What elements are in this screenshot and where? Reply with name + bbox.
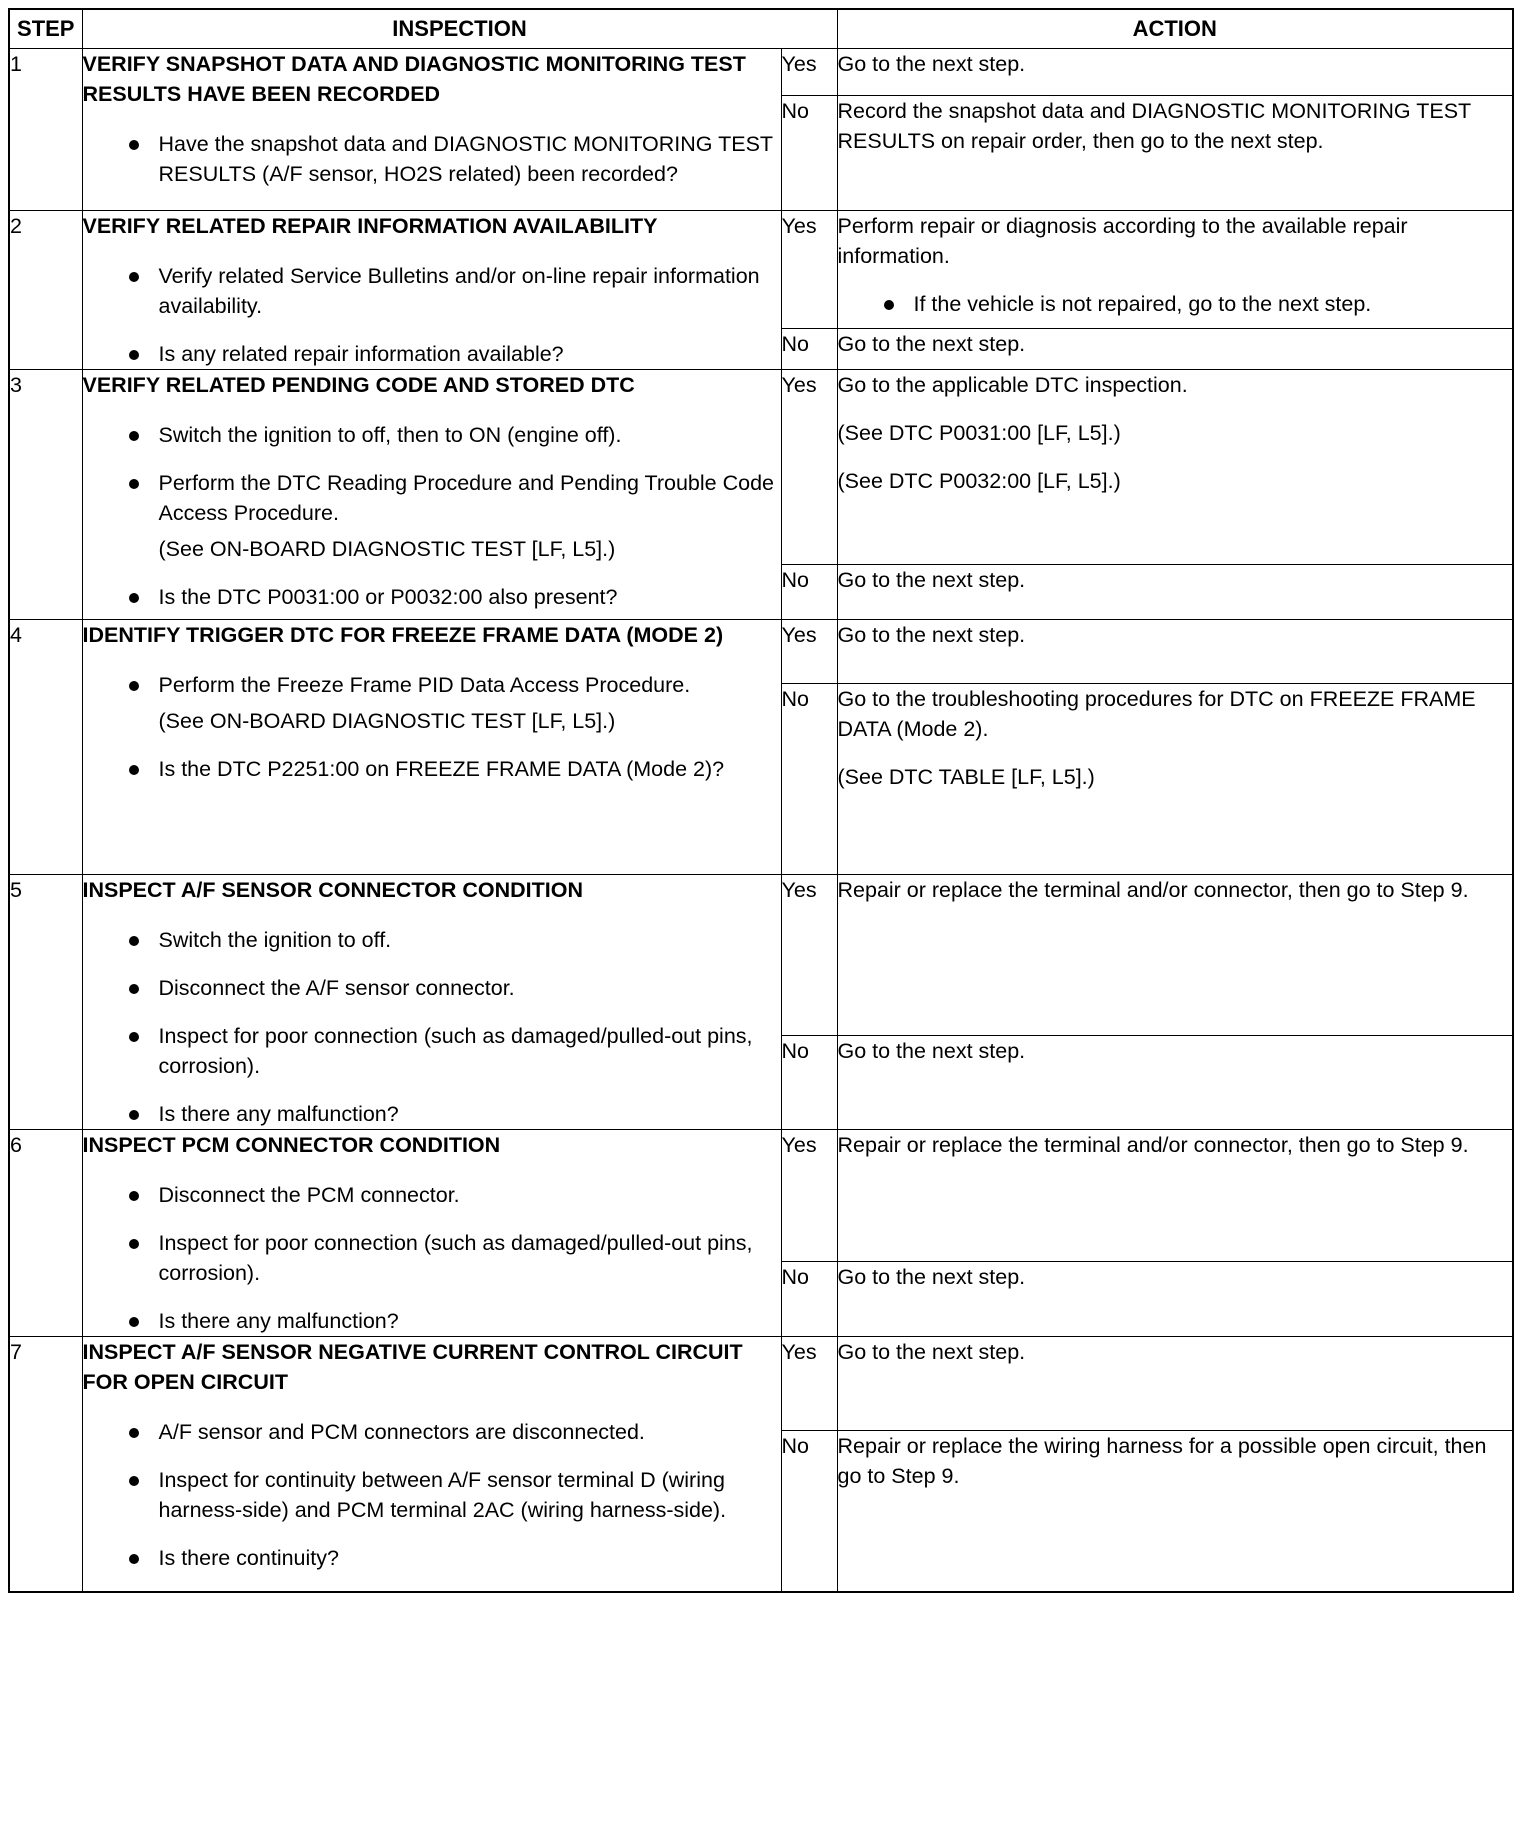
action-text: Go to the next step.	[837, 1264, 1026, 1289]
action-text: Go to the next step.	[837, 1340, 1026, 1364]
action-text: Perform repair or diagnosis according to the available repair information.	[837, 214, 1408, 268]
yes-action	[837, 211, 1513, 329]
no-label: No	[781, 96, 837, 211]
inspection-item	[83, 925, 781, 955]
action-text: Go to the next step.	[837, 568, 1026, 592]
step-title: VERIFY RELATED PENDING CODE AND STORED DTC	[82, 373, 635, 397]
no-action	[837, 96, 1513, 211]
no-action	[837, 328, 1513, 369]
action-text: (See DTC P0032:00 [LF, L5].)	[837, 469, 1121, 493]
inspection-list	[83, 670, 781, 784]
inspection-item	[83, 1228, 781, 1288]
diagnostic-procedure-table	[8, 8, 1514, 1593]
step-title: VERIFY SNAPSHOT DATA AND DIAGNOSTIC MONITORING TEST RESULTS HAVE BEEN RECORDED	[82, 52, 746, 106]
inspection-item-text: Is there any malfunction?	[158, 1102, 399, 1126]
procedure-rows	[9, 49, 1513, 1593]
no-label: No	[781, 565, 837, 620]
inspection-item	[83, 1465, 781, 1525]
step-number: 7	[9, 1337, 82, 1593]
inspection-list	[83, 1180, 781, 1336]
step-number: 2	[9, 211, 82, 370]
inspection-item-text: Perform the DTC Reading Procedure and Pending Trouble Code Access Procedure.	[158, 471, 774, 525]
inspection-item-text: Disconnect the PCM connector.	[158, 1183, 460, 1207]
inspection-item	[83, 1306, 781, 1336]
step-title: INSPECT A/F SENSOR CONNECTOR CONDITION	[82, 878, 584, 902]
no-action	[837, 1261, 1513, 1336]
diagnostic-procedure-document	[8, 8, 1512, 1593]
step-row-1	[9, 49, 1513, 96]
action-text: (See DTC P0031:00 [LF, L5].)	[837, 421, 1121, 445]
inspection-list	[83, 420, 781, 612]
action-text: Repair or replace the terminal and/or connector, then go to Step 9.	[837, 1133, 1469, 1157]
no-label: No	[781, 684, 837, 875]
action-bullet-list	[838, 289, 1513, 319]
step-row-6	[9, 1130, 1513, 1262]
inspection-item-text: Is the DTC P0031:00 or P0032:00 also present?	[158, 585, 618, 609]
yes-action	[837, 620, 1513, 684]
step-row-5	[9, 875, 1513, 1036]
yes-label: Yes	[781, 370, 837, 565]
yes-label: Yes	[781, 1130, 837, 1262]
inspection-item-text: Have the snapshot data and DIAGNOSTIC MONITORING TEST RESULTS (A/F sensor, HO2S related) been recorded?	[158, 132, 773, 186]
inspection-cell	[82, 49, 781, 211]
inspection-item	[83, 1021, 781, 1081]
header-row	[9, 9, 1513, 49]
no-action	[837, 1431, 1513, 1593]
inspection-item-text: Switch the ignition to off, then to ON (engine off).	[158, 423, 622, 447]
action-text: Go to the next step.	[837, 52, 1026, 76]
inspection-cell	[82, 211, 781, 370]
inspection-list	[83, 1417, 781, 1573]
yes-label: Yes	[781, 49, 837, 96]
inspection-item	[83, 468, 781, 564]
inspection-item-text: Perform the Freeze Frame PID Data Access Procedure.	[158, 673, 691, 697]
action-text: Go to the next step.	[837, 331, 1026, 356]
inspection-item-text: Is any related repair information available?	[158, 342, 564, 366]
yes-label: Yes	[781, 620, 837, 684]
inspection-item	[83, 1417, 781, 1447]
inspection-item	[83, 1180, 781, 1210]
inspection-cell	[82, 370, 781, 620]
yes-label: Yes	[781, 211, 837, 329]
inspection-cell	[82, 1337, 781, 1593]
step-row-3	[9, 370, 1513, 565]
inspection-cell	[82, 620, 781, 875]
inspection-cell	[82, 875, 781, 1130]
inspection-cell	[82, 1130, 781, 1337]
action-text: Go to the next step.	[837, 623, 1026, 647]
inspection-item-text: Is there any malfunction?	[158, 1309, 399, 1333]
step-row-7	[9, 1337, 1513, 1431]
step-number: 3	[9, 370, 82, 620]
step-title: VERIFY RELATED REPAIR INFORMATION AVAILABILITY	[82, 214, 658, 238]
header-inspection: INSPECTION	[82, 9, 837, 49]
step-row-2	[9, 211, 1513, 329]
yes-action	[837, 1130, 1513, 1262]
inspection-list	[83, 129, 781, 189]
reference-note: (See ON-BOARD DIAGNOSTIC TEST [LF, L5].)	[158, 709, 616, 733]
step-number: 4	[9, 620, 82, 875]
inspection-item-text: Disconnect the A/F sensor connector.	[158, 976, 515, 1000]
step-number: 5	[9, 875, 82, 1130]
no-label: No	[781, 1261, 837, 1336]
inspection-item	[83, 261, 781, 321]
action-text: Repair or replace the terminal and/or connector, then go to Step 9.	[837, 878, 1469, 902]
inspection-item-text: Inspect for continuity between A/F sensor terminal D (wiring harness-side) and PCM terminal 2AC (wiring harness-side).	[158, 1468, 727, 1522]
action-text: Record the snapshot data and DIAGNOSTIC MONITORING TEST RESULTS on repair order, then go to the next step.	[837, 99, 1471, 153]
yes-label: Yes	[781, 1337, 837, 1431]
inspection-item	[83, 1099, 781, 1129]
inspection-item-text: Is there continuity?	[158, 1546, 339, 1570]
no-label: No	[781, 1036, 837, 1130]
no-action	[837, 684, 1513, 875]
inspection-item	[83, 129, 781, 189]
inspection-list	[83, 925, 781, 1129]
header-step: STEP	[9, 9, 82, 49]
inspection-item	[83, 973, 781, 1003]
inspection-item	[83, 670, 781, 736]
inspection-item-text: Is the DTC P2251:00 on FREEZE FRAME DATA (Mode 2)?	[158, 757, 725, 781]
no-label: No	[781, 1431, 837, 1593]
step-row-4	[9, 620, 1513, 684]
inspection-item-text: Switch the ignition to off.	[158, 928, 392, 952]
yes-action	[837, 370, 1513, 565]
inspection-list	[83, 261, 781, 369]
step-title: IDENTIFY TRIGGER DTC FOR FREEZE FRAME DATA (MODE 2)	[82, 623, 724, 647]
yes-action	[837, 875, 1513, 1036]
action-bullet-item: If the vehicle is not repaired, go to the next step.	[838, 289, 1513, 319]
inspection-item-text: Inspect for poor connection (such as damaged/pulled-out pins, corrosion).	[158, 1231, 753, 1285]
inspection-item	[83, 420, 781, 450]
action-text: (See DTC TABLE [LF, L5].)	[837, 765, 1095, 789]
inspection-item	[83, 754, 781, 784]
action-text: Go to the applicable DTC inspection.	[837, 373, 1188, 397]
inspection-item	[83, 1543, 781, 1573]
header-action: ACTION	[837, 9, 1513, 49]
yes-action	[837, 49, 1513, 96]
yes-action	[837, 1337, 1513, 1431]
reference-note: (See ON-BOARD DIAGNOSTIC TEST [LF, L5].)	[158, 537, 616, 561]
step-number: 1	[9, 49, 82, 211]
step-number: 6	[9, 1130, 82, 1337]
inspection-item-text: A/F sensor and PCM connectors are disconnected.	[158, 1420, 645, 1444]
action-text: Go to the next step.	[837, 1039, 1026, 1064]
inspection-item-text: Inspect for poor connection (such as damaged/pulled-out pins, corrosion).	[158, 1024, 753, 1078]
no-label: No	[781, 328, 837, 369]
step-title: INSPECT PCM CONNECTOR CONDITION	[82, 1133, 501, 1157]
action-text: Go to the troubleshooting procedures for DTC on FREEZE FRAME DATA (Mode 2).	[837, 687, 1476, 741]
inspection-item	[83, 339, 781, 369]
inspection-item	[83, 582, 781, 612]
yes-label: Yes	[781, 875, 837, 1036]
action-text: Repair or replace the wiring harness for a possible open circuit, then go to Step 9.	[837, 1434, 1487, 1488]
inspection-item-text: Verify related Service Bulletins and/or on-line repair information availability.	[158, 264, 760, 318]
no-action	[837, 1036, 1513, 1130]
step-title: INSPECT A/F SENSOR NEGATIVE CURRENT CONTROL CIRCUIT FOR OPEN CIRCUIT	[82, 1340, 743, 1394]
no-action	[837, 565, 1513, 620]
